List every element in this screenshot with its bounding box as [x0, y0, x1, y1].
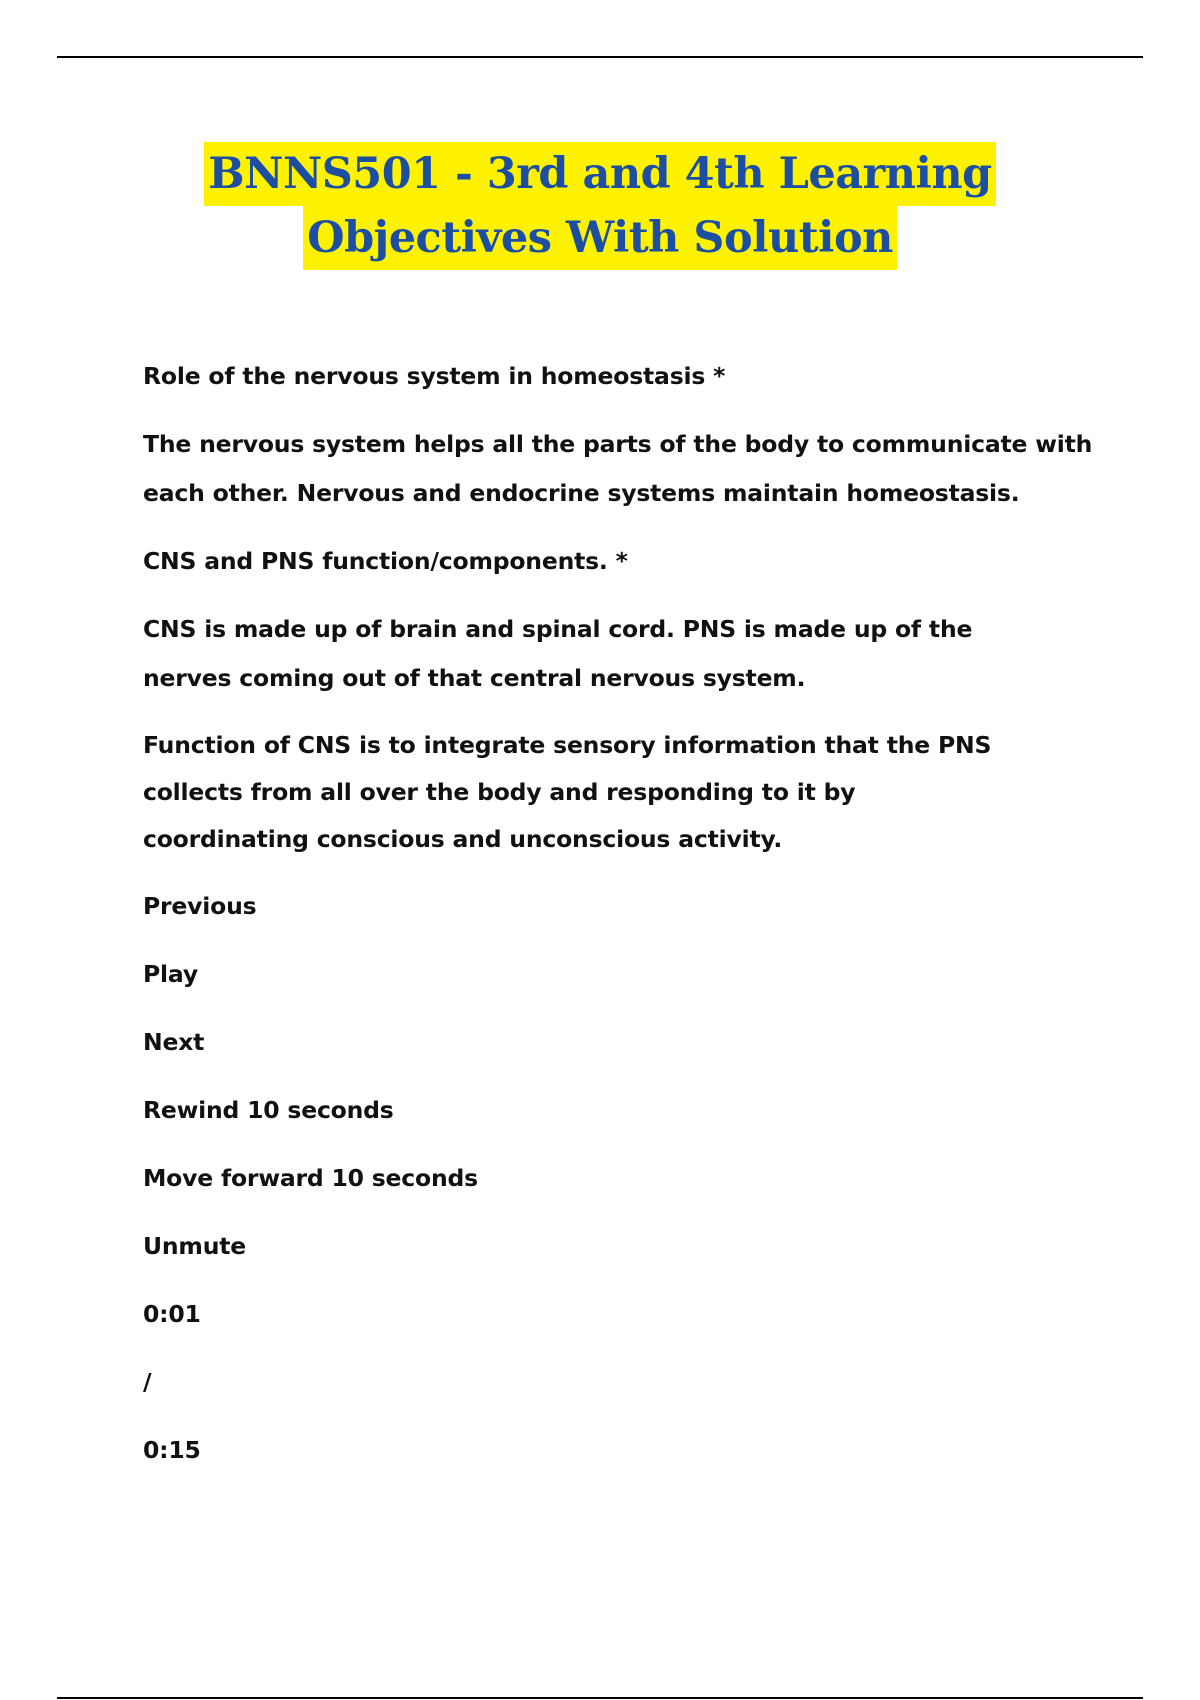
rewind-label: Rewind 10 seconds [143, 1096, 394, 1124]
document-title [0, 142, 1200, 270]
previous-label: Previous [143, 892, 257, 920]
total-duration: 0:15 [143, 1436, 201, 1464]
answer-cns-pns-components: CNS is made up of brain and spinal cord. PNS is made up of the nerves coming out of that central nervous system. [143, 615, 973, 692]
document-body [143, 352, 1103, 1494]
question-homeostasis: Role of the nervous system in homeostasis * [143, 362, 726, 390]
time-separator: / [143, 1368, 152, 1396]
top-rule [57, 56, 1143, 58]
question-cns-pns: CNS and PNS function/components. * [143, 547, 628, 575]
answer-homeostasis: The nervous system helps all the parts of the body to communicate with each other. Nervous and endocrine systems maintain homeostasis. [143, 430, 1093, 507]
forward-label: Move forward 10 seconds [143, 1164, 478, 1192]
title-line-2: Objectives With Solution [303, 206, 897, 270]
current-time: 0:01 [143, 1300, 201, 1328]
play-label: Play [143, 960, 198, 988]
bottom-rule [57, 1697, 1143, 1699]
unmute-label: Unmute [143, 1232, 247, 1260]
title-line-1: BNNS501 - 3rd and 4th Learning [204, 142, 995, 206]
next-label: Next [143, 1028, 205, 1056]
answer-cns-function: Function of CNS is to integrate sensory information that the PNS collects from all over the body and responding to it by coordinating conscious and unconscious activity. [143, 731, 992, 853]
